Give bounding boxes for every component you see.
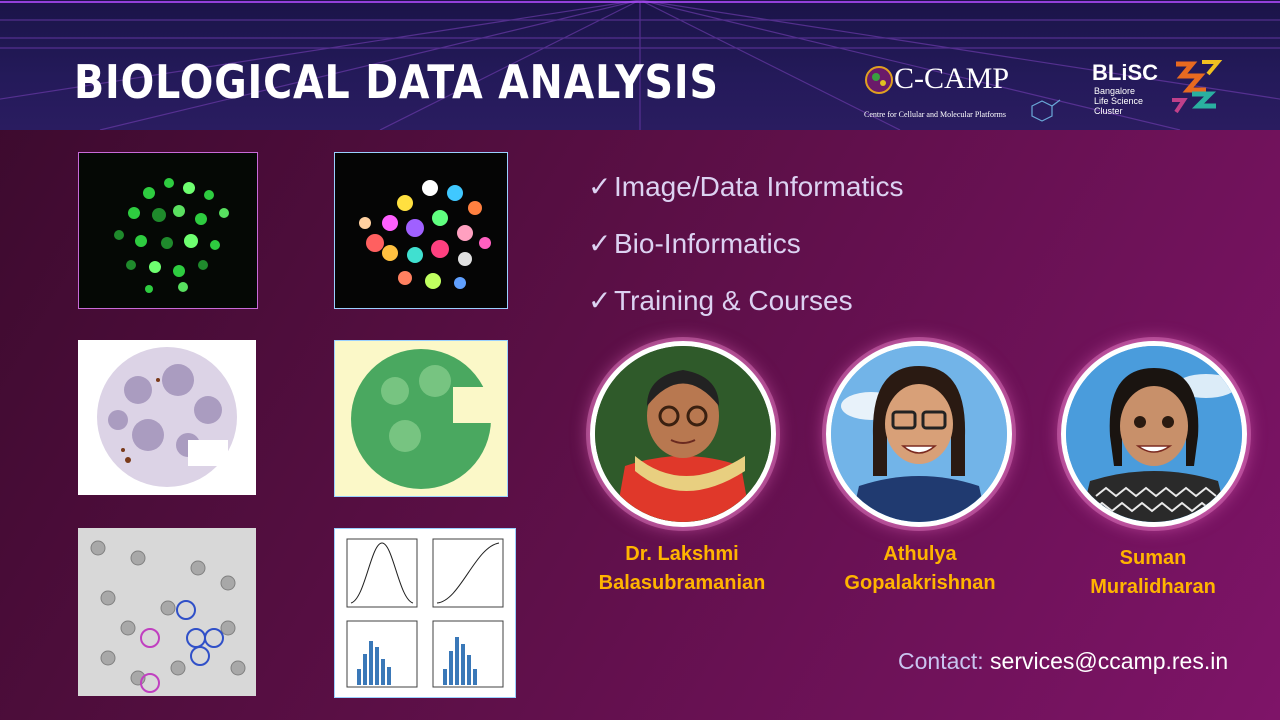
ccamp-logo [862,60,1062,126]
blisc-subtitle: Bangalore Life Science Cluster [1094,86,1144,116]
services-list [588,170,903,341]
overlay-image [334,340,508,497]
checkmark-icon: ✓ [588,171,612,202]
plots-image [334,528,516,698]
checkmark-icon: ✓ [588,228,612,259]
contact-label: Contact: [898,648,984,674]
page-title: BIOLOGICAL DATA ANALYSIS [74,55,719,109]
molecule-icon [1022,96,1062,126]
ccamp-name: C-CAMP [894,62,1010,95]
ccamp-emblem-icon [864,62,894,98]
header-banner [0,0,1280,130]
team-member-name: Athulya Gopalakrishnan [844,543,996,594]
blisc-logo [1092,54,1232,124]
contact-email-link[interactable]: services@ccamp.res.in [990,648,1229,674]
blisc-emblem-icon [1168,54,1224,118]
team-member-name: Dr. Lakshmi Balasubramanian [598,543,766,594]
blisc-name: BLiSC [1092,60,1158,85]
portrait-athulya [826,341,1012,527]
fluorescence-image [78,152,258,309]
portrait-suman [1061,341,1247,527]
histology-image [78,340,256,495]
service-item: ✓Training & Courses [588,285,853,316]
service-item: ✓Image/Data Informatics [588,171,904,202]
team-member-name: Suman Muralidharan [1090,547,1216,598]
cell-detection-image [78,528,256,696]
service-item: ✓Bio-Informatics [588,228,801,259]
checkmark-icon: ✓ [588,285,612,316]
contact-line [898,648,1228,675]
ccamp-subtitle: Centre for Cellular and Molecular Platforms [864,110,1006,119]
portrait-lakshmi [590,341,776,527]
segmentation-image [334,152,508,309]
